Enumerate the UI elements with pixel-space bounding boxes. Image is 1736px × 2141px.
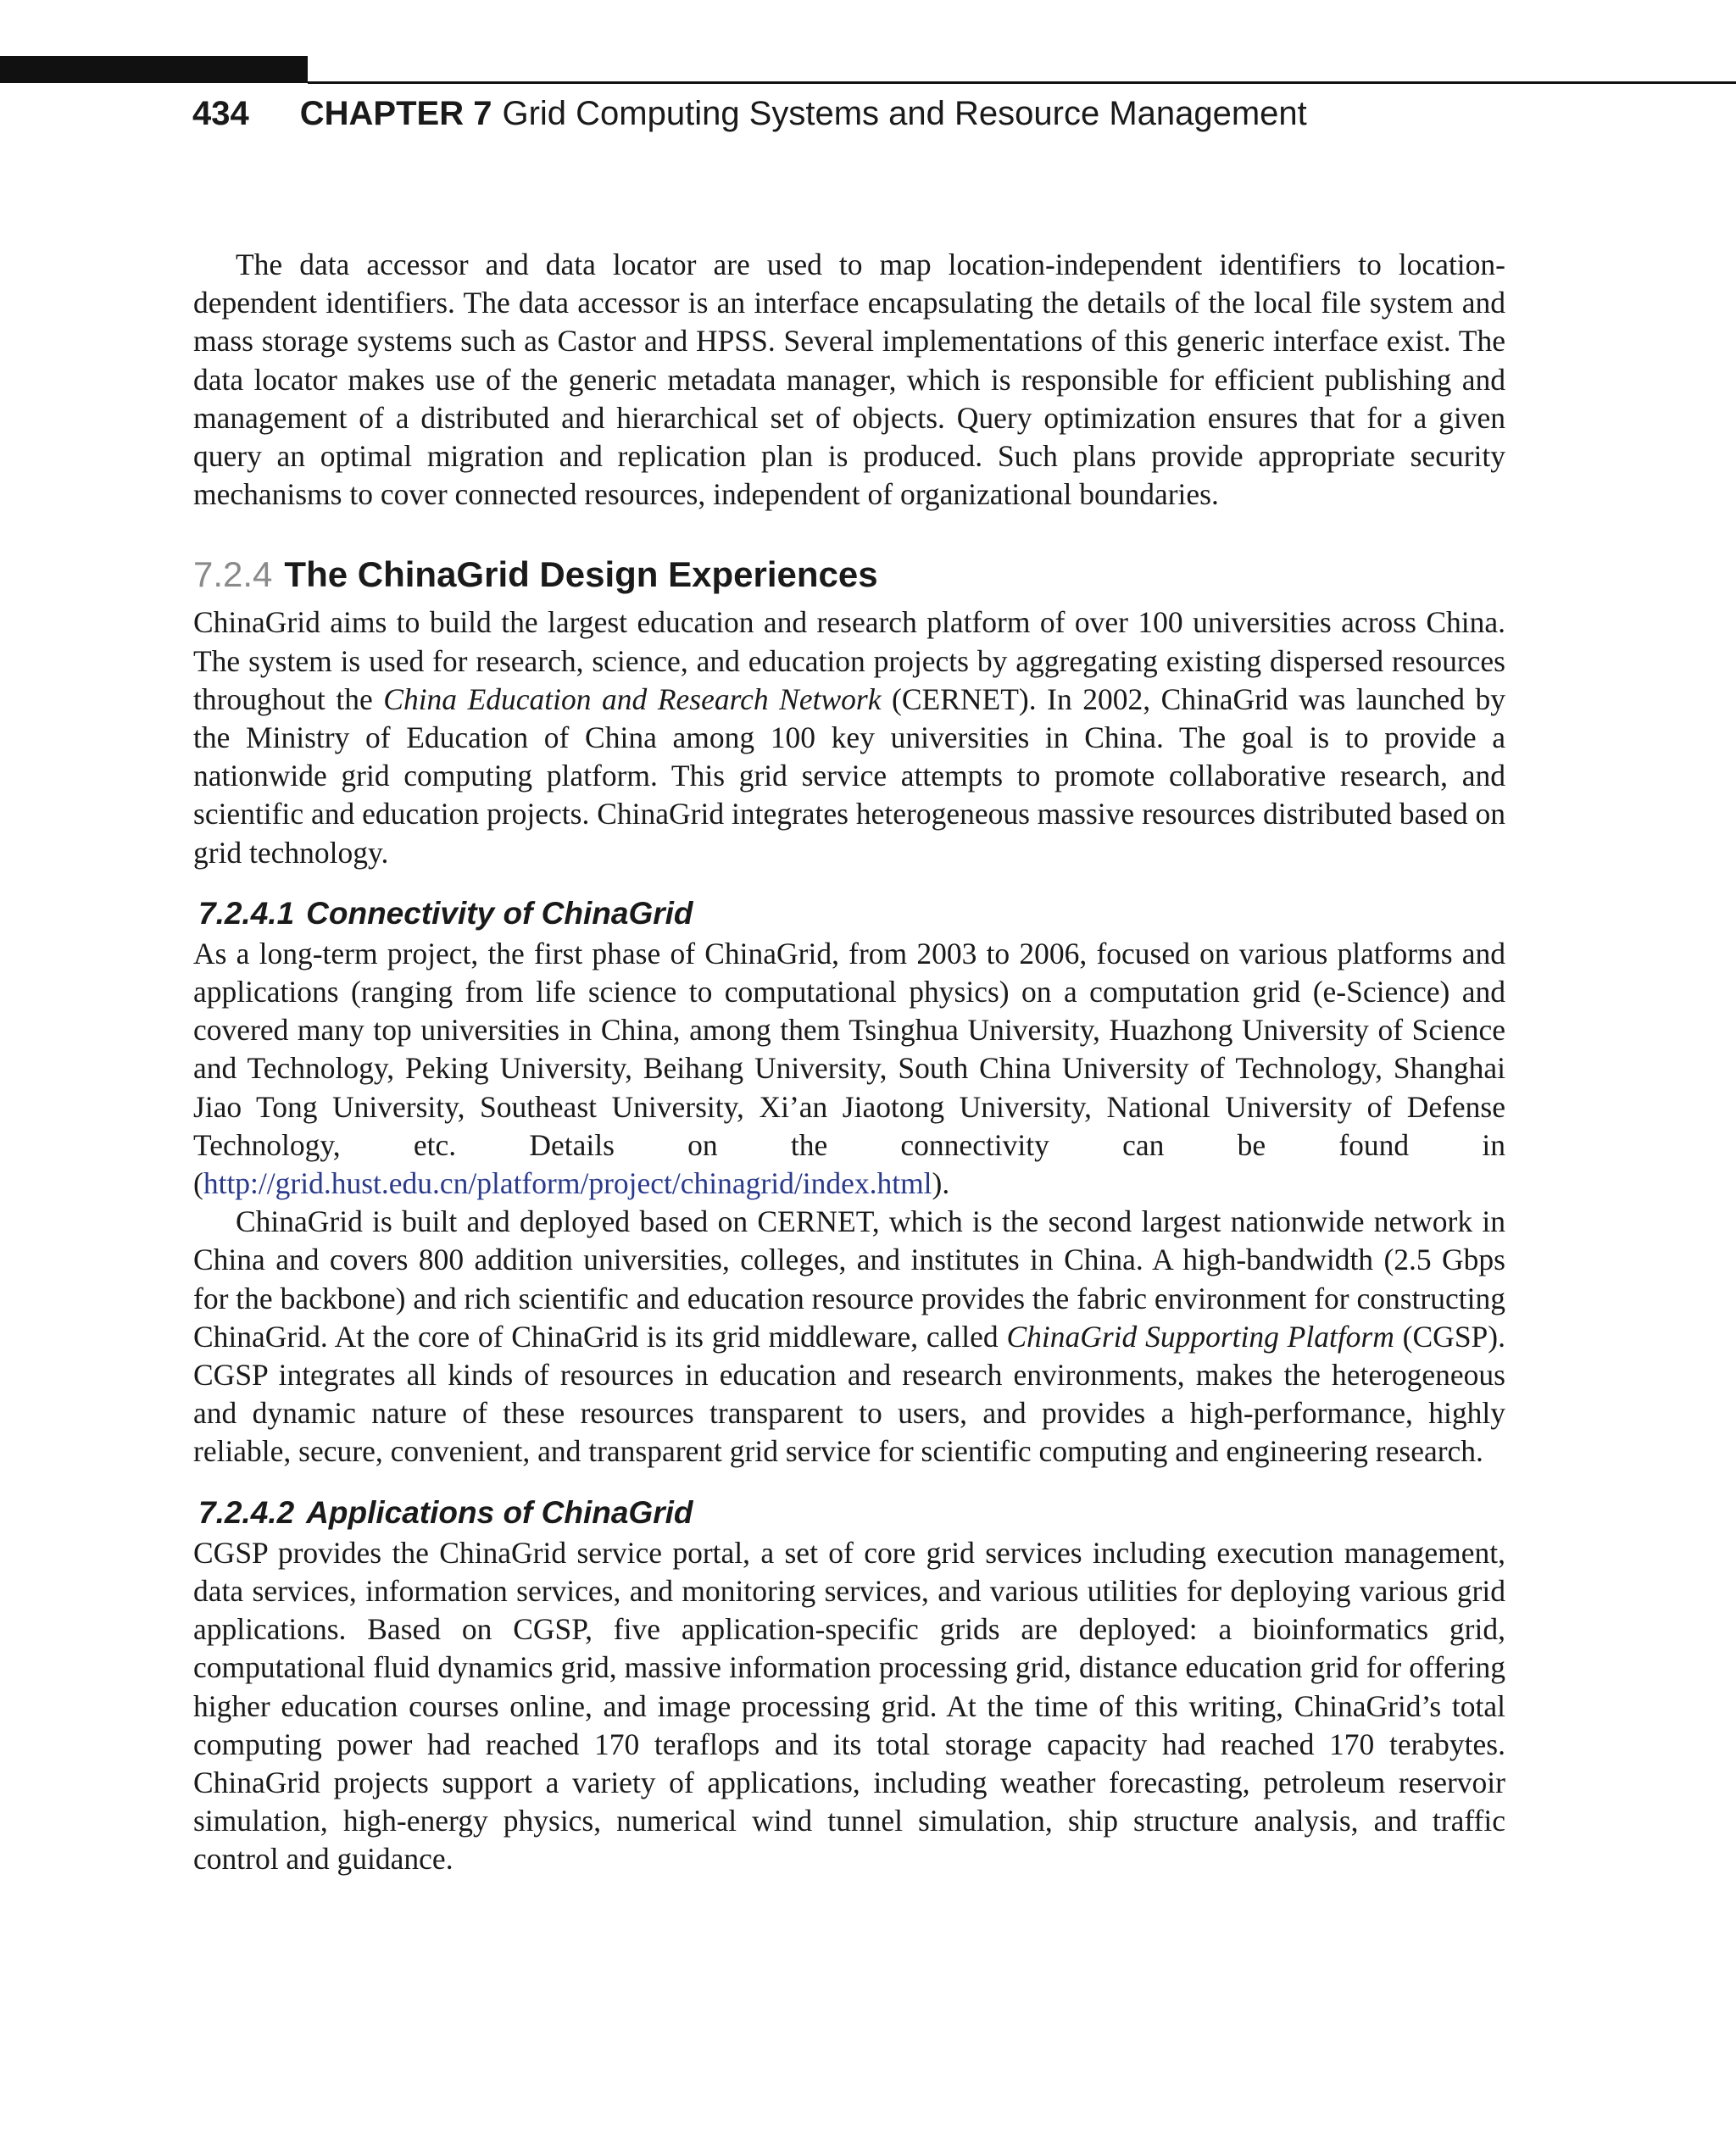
section-title: The ChinaGrid Design Experiences (284, 554, 878, 595)
paragraph (193, 1203, 1505, 1471)
paragraph-text: ). (932, 1166, 950, 1201)
header-rule (308, 81, 1736, 84)
url-link[interactable]: http://grid.hust.edu.cn/platform/project/chinagrid/index.html (203, 1166, 932, 1201)
section-number: 7.2.4 (193, 554, 273, 595)
italic-term: China Education and Research Network (383, 681, 882, 716)
running-header (192, 95, 1307, 133)
header-bar (0, 56, 308, 83)
subsection-number: 7.2.4.2 (198, 1494, 295, 1530)
subsection-heading-7-2-4-1 (198, 894, 1505, 933)
paragraph (193, 603, 1505, 871)
paragraph (193, 935, 1505, 1203)
italic-term: ChinaGrid Supporting Platform (1006, 1319, 1394, 1354)
chapter-label: CHAPTER 7 (299, 95, 492, 132)
paragraph-text: As a long-term project, the first phase of ChinaGrid, from 2003 to 2006, focused on various platforms and applications (ranging from life science to computational physics) on a computation grid (e-Science) and covered many top universities in China, among them Tsinghua University, Huazhong University of Science and Technology, Peking University, Beihang University, South China University of Technology, Shanghai Jiao Tong University, Southeast University, Xi’an Jiaotong University, National University of Defense Technology, etc. Details on the connectivity can be found in ( (193, 936, 1505, 1201)
page-number: 434 (192, 95, 249, 132)
page-body (193, 246, 1505, 1879)
chapter-title: Grid Computing Systems and Resource Management (502, 95, 1307, 132)
paragraph-text: ChinaGrid aims to build the largest education and research platform of over 100 universities across China. The system is used for research, science, and education projects by aggregating existing dispersed resources throughout the (193, 605, 1505, 716)
paragraph-text: ChinaGrid is built and deployed based on CERNET, which is the second largest nationwide network in China and covers 800 addition universities, colleges, and institutes in China. A high-bandwidth (2.5 Gbps for the backbone) and rich scientific and education resource provides the fabric environment for constructing ChinaGrid. At the core of ChinaGrid is its grid middleware, called (193, 1204, 1505, 1354)
intro-paragraph: The data accessor and data locator are used to map location-independent identifiers to location-dependent identifiers. The data accessor is an interface encapsulating the details of the local file system and mass storage systems such as Castor and HPSS. Several implementations of this generic interface exist. The data locator makes use of the generic metadata manager, which is responsible for efficient publishing and management of a distributed and hierarchical set of objects. Query optimization ensures that for a given query an optimal migration and replication plan is produced. Such plans provide appropriate security mechanisms to cover connected resources, independent of organizational boundaries. (193, 247, 1505, 512)
subsection-title: Applications of ChinaGrid (306, 1494, 693, 1530)
paragraph: CGSP provides the ChinaGrid service portal, a set of core grid services including execution management, data services, information services, and monitoring services, and various utilities for deploying various grid applications. Based on CGSP, five application-specific grids are deployed: a bioinformatics grid, computational fluid dynamics grid, massive information processing grid, distance education grid for offering higher education courses online, and image processing grid. At the time of this writing, ChinaGrid’s total computing power had reached 170 teraflops and its total storage capacity had reached 170 terabytes. ChinaGrid projects support a variety of applications, including weather forecasting, petroleum reservoir simulation, high-energy physics, numerical wind tunnel simulation, ship structure analysis, and traffic control and guidance. (193, 1535, 1505, 1877)
subsection-number: 7.2.4.1 (198, 895, 295, 931)
subsection-heading-7-2-4-2 (198, 1493, 1505, 1532)
paragraph-text: (CGSP). CGSP integrates all kinds of resources in education and research environments, makes the heterogeneous and dynamic nature of these resources transparent to users, and provides a high-performance, highly reliable, secure, convenient, and transparent grid service for scientific computing and engineering research. (193, 1319, 1505, 1469)
paragraph-text: (CERNET). In 2002, ChinaGrid was launched by the Ministry of Education of China among 100 key universities in China. The goal is to provide a nationwide grid computing platform. This grid service attempts to promote collaborative research, and scientific and education projects. ChinaGrid integrates heterogeneous massive resources distributed based on grid technology. (193, 681, 1505, 870)
subsection-title: Connectivity of ChinaGrid (306, 895, 693, 931)
section-heading-7-2-4 (193, 553, 1505, 597)
